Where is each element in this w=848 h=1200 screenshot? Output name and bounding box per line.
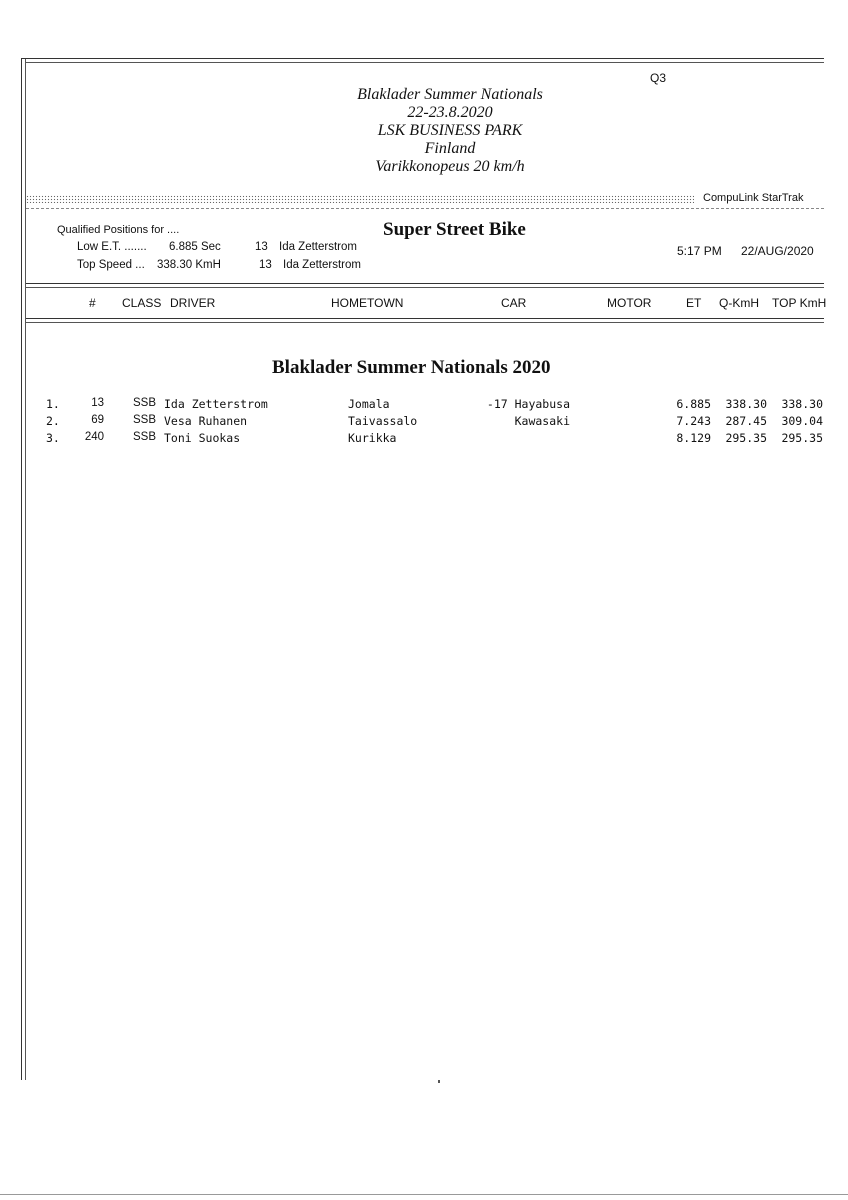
top-speed-row xyxy=(77,259,361,271)
pit-speed: Varikkonopeus 20 km/h xyxy=(375,158,525,175)
frame-left-inner-line xyxy=(25,58,26,1080)
low-et-driver: Ida Zetterstrom xyxy=(279,241,357,253)
dotted-band xyxy=(26,195,694,203)
row-class: SSB xyxy=(133,414,157,426)
row-driver: Vesa Ruhanen xyxy=(164,414,248,428)
system-brand: CompuLink StarTrak xyxy=(703,192,804,204)
class-title: Super Street Bike xyxy=(383,219,526,240)
row-position: 2. xyxy=(46,414,60,428)
header-rule-bottom xyxy=(26,318,824,319)
event-header xyxy=(250,86,650,176)
top-speed-driver: Ida Zetterstrom xyxy=(283,259,361,271)
header-rule-bottom-inner xyxy=(26,322,824,323)
header-rule-top-inner xyxy=(26,287,824,288)
row-topkmh: 338.30 xyxy=(781,397,823,411)
row-et: 8.129 xyxy=(676,431,711,445)
row-hometown: Jomala xyxy=(348,397,390,411)
bottom-rule xyxy=(0,1194,848,1195)
col-car: CAR xyxy=(501,296,527,310)
top-rule xyxy=(21,58,824,59)
col-et: ET xyxy=(686,296,702,310)
print-date: 22/AUG/2020 xyxy=(741,244,814,258)
print-time: 5:17 PM xyxy=(677,244,722,258)
top-rule-inner xyxy=(25,62,824,63)
low-et-value: 6.885 Sec xyxy=(169,241,221,253)
row-qkmh: 338.30 xyxy=(725,397,767,411)
top-speed-car: 13 xyxy=(259,259,272,271)
row-topkmh: 295.35 xyxy=(781,431,823,445)
row-et: 6.885 xyxy=(676,397,711,411)
row-car: -17 Hayabusa xyxy=(486,397,570,411)
col-hometown: HOMETOWN xyxy=(331,296,404,310)
row-position: 1. xyxy=(46,397,60,411)
row-position: 3. xyxy=(46,431,60,445)
low-et-row xyxy=(77,241,357,253)
row-hometown: Kurikka xyxy=(348,431,397,445)
table-row xyxy=(0,397,848,413)
scan-speck xyxy=(438,1080,440,1083)
band-rule xyxy=(26,208,824,209)
row-driver: Toni Suokas xyxy=(164,431,241,445)
col-driver: DRIVER xyxy=(170,296,216,310)
row-car: Kawasaki xyxy=(514,414,570,428)
col-topkmh: TOP KmH xyxy=(772,296,827,310)
row-qkmh: 287.45 xyxy=(725,414,767,428)
row-et: 7.243 xyxy=(676,414,711,428)
low-et-car: 13 xyxy=(255,241,268,253)
header-rule-top xyxy=(26,283,824,284)
table-row xyxy=(0,431,848,447)
top-speed-value: 338.30 KmH xyxy=(157,259,221,271)
row-hometown: Taivassalo xyxy=(348,414,418,428)
row-number: 69 xyxy=(91,414,104,426)
event-title: Blaklader Summer Nationals 2020 xyxy=(272,357,551,378)
session-code: Q3 xyxy=(650,71,667,85)
row-class: SSB xyxy=(133,431,157,443)
qualified-label: Qualified Positions for .... xyxy=(57,224,180,236)
row-qkmh: 295.35 xyxy=(725,431,767,445)
event-country: Finland xyxy=(424,140,476,157)
row-class: SSB xyxy=(133,397,157,409)
row-driver: Ida Zetterstrom xyxy=(164,397,268,411)
event-name: Blaklader Summer Nationals xyxy=(357,86,543,103)
frame-left-line xyxy=(21,58,22,1080)
event-venue: LSK BUSINESS PARK xyxy=(377,122,523,139)
top-speed-label: Top Speed ... xyxy=(77,259,145,271)
row-topkmh: 309.04 xyxy=(781,414,823,428)
col-num: # xyxy=(89,296,96,310)
low-et-label: Low E.T. ....... xyxy=(77,241,147,253)
row-number: 13 xyxy=(91,397,104,409)
col-qkmh: Q-KmH xyxy=(719,296,759,310)
table-row xyxy=(0,414,848,430)
col-motor: MOTOR xyxy=(607,296,652,310)
event-dates: 22-23.8.2020 xyxy=(407,104,493,121)
row-number: 240 xyxy=(84,431,104,443)
col-class: CLASS xyxy=(122,296,162,310)
